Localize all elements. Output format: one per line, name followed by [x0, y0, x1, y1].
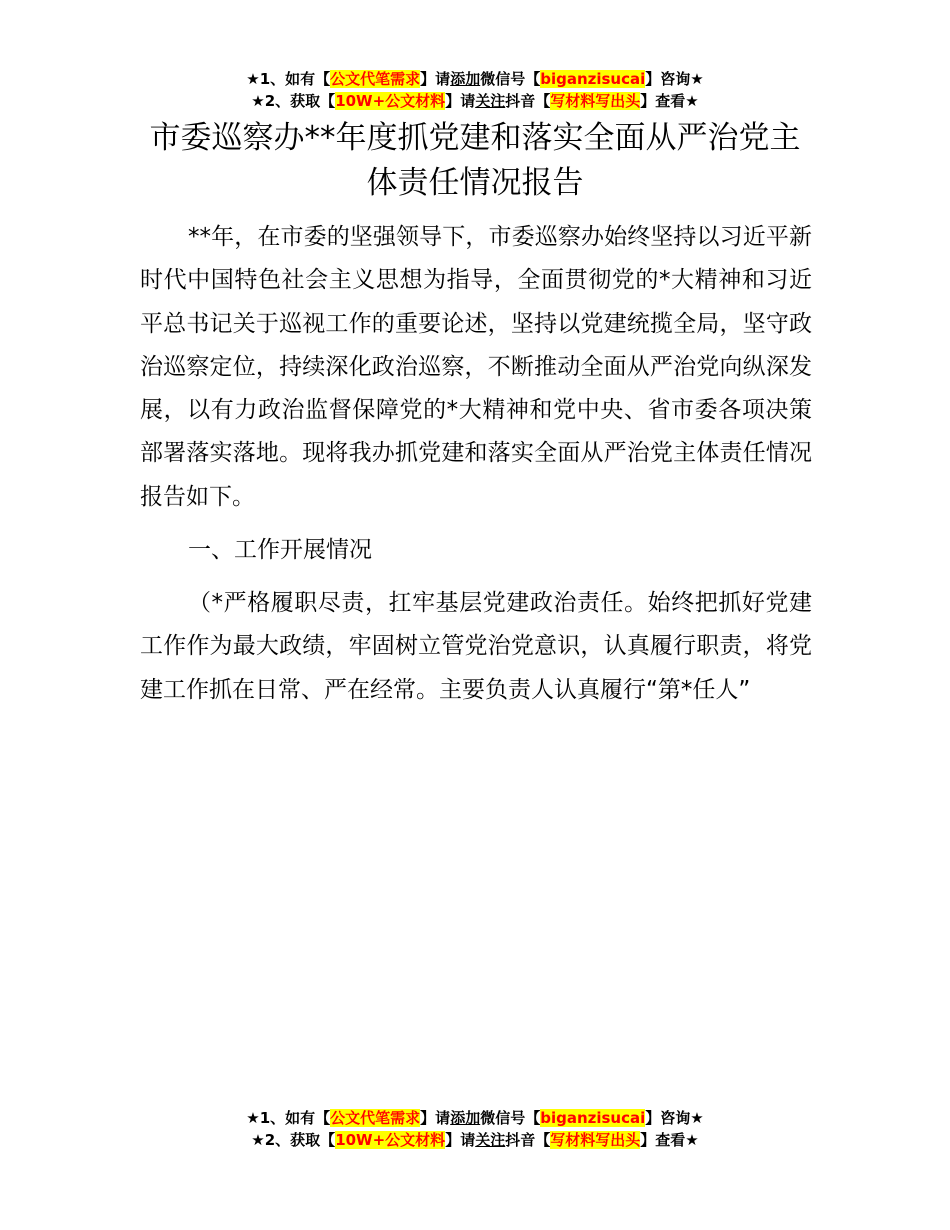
section-heading: 一、工作开展情况	[188, 537, 372, 563]
intro-paragraph: **年，在市委的坚强领导下，市委巡察办始终坚持以习近平新时代中国特色社会主义思想为指导，全面贯彻党的*大精神和习近平总书记关于巡视工作的重要论述，坚持以党建统揽全局，坚守政治巡察定位，持续深化政治巡察，不断推动全面从严治党向纵深发展，以有力政治监督保障党的*大精神和党中央、省市委各项决策部署落实落地。现将我办抓党建和落实全面从严治党主体责任情况报告如下。	[140, 224, 812, 510]
promo-text: 】查看★	[640, 92, 699, 110]
promo-underlined-text: 关注	[475, 1131, 506, 1149]
promo-highlight: 公文代笔需求	[330, 70, 421, 88]
promo-highlight: 10W+公文材料	[335, 1131, 446, 1149]
promo-highlight: biganzisucai	[540, 70, 646, 88]
promo-line-1	[0, 68, 950, 90]
promo-line-2	[0, 90, 950, 112]
promo-line-1	[0, 1107, 950, 1129]
promo-text: 】咨询★	[645, 70, 704, 88]
promo-text: 微信号【	[480, 70, 541, 88]
promo-text: 】咨询★	[645, 1109, 704, 1127]
promo-highlight: 写材料写出头	[550, 1131, 641, 1149]
promo-line-2	[0, 1129, 950, 1151]
promo-underlined-text: 添加	[450, 70, 481, 88]
promo-highlight: 写材料写出头	[550, 92, 641, 110]
body-paragraph: （*严格履职尽责，扛牢基层党建政治责任。始终把抓好党建工作作为最大政绩，牢固树立管党治党意识，认真履行职责，将党建工作抓在日常、严在经常。主要负责人认真履行“第*任人”	[140, 590, 812, 703]
footer-promo-banner	[0, 1107, 950, 1151]
promo-highlight: 10W+公文材料	[335, 92, 446, 110]
promo-text: 抖音【	[505, 92, 551, 110]
promo-text: 】请	[420, 1109, 451, 1127]
promo-text: 微信号【	[480, 1109, 541, 1127]
promo-text: 】请	[420, 70, 451, 88]
promo-text: ★2、获取【	[251, 1131, 336, 1149]
promo-text: 】查看★	[640, 1131, 699, 1149]
promo-text: ★2、获取【	[251, 92, 336, 110]
promo-text: ★1、如有【	[246, 70, 331, 88]
header-promo-banner	[0, 68, 950, 112]
document-title: 市委巡察办**年度抓党建和落实全面从严治党主体责任情况报告	[149, 120, 801, 201]
promo-text: 】请	[445, 1131, 476, 1149]
promo-text: 抖音【	[505, 1131, 551, 1149]
promo-underlined-text: 关注	[475, 92, 506, 110]
promo-text: ★1、如有【	[246, 1109, 331, 1127]
promo-highlight: biganzisucai	[540, 1109, 646, 1127]
promo-text: 】请	[445, 92, 476, 110]
promo-underlined-text: 添加	[450, 1109, 481, 1127]
promo-highlight: 公文代笔需求	[330, 1109, 421, 1127]
